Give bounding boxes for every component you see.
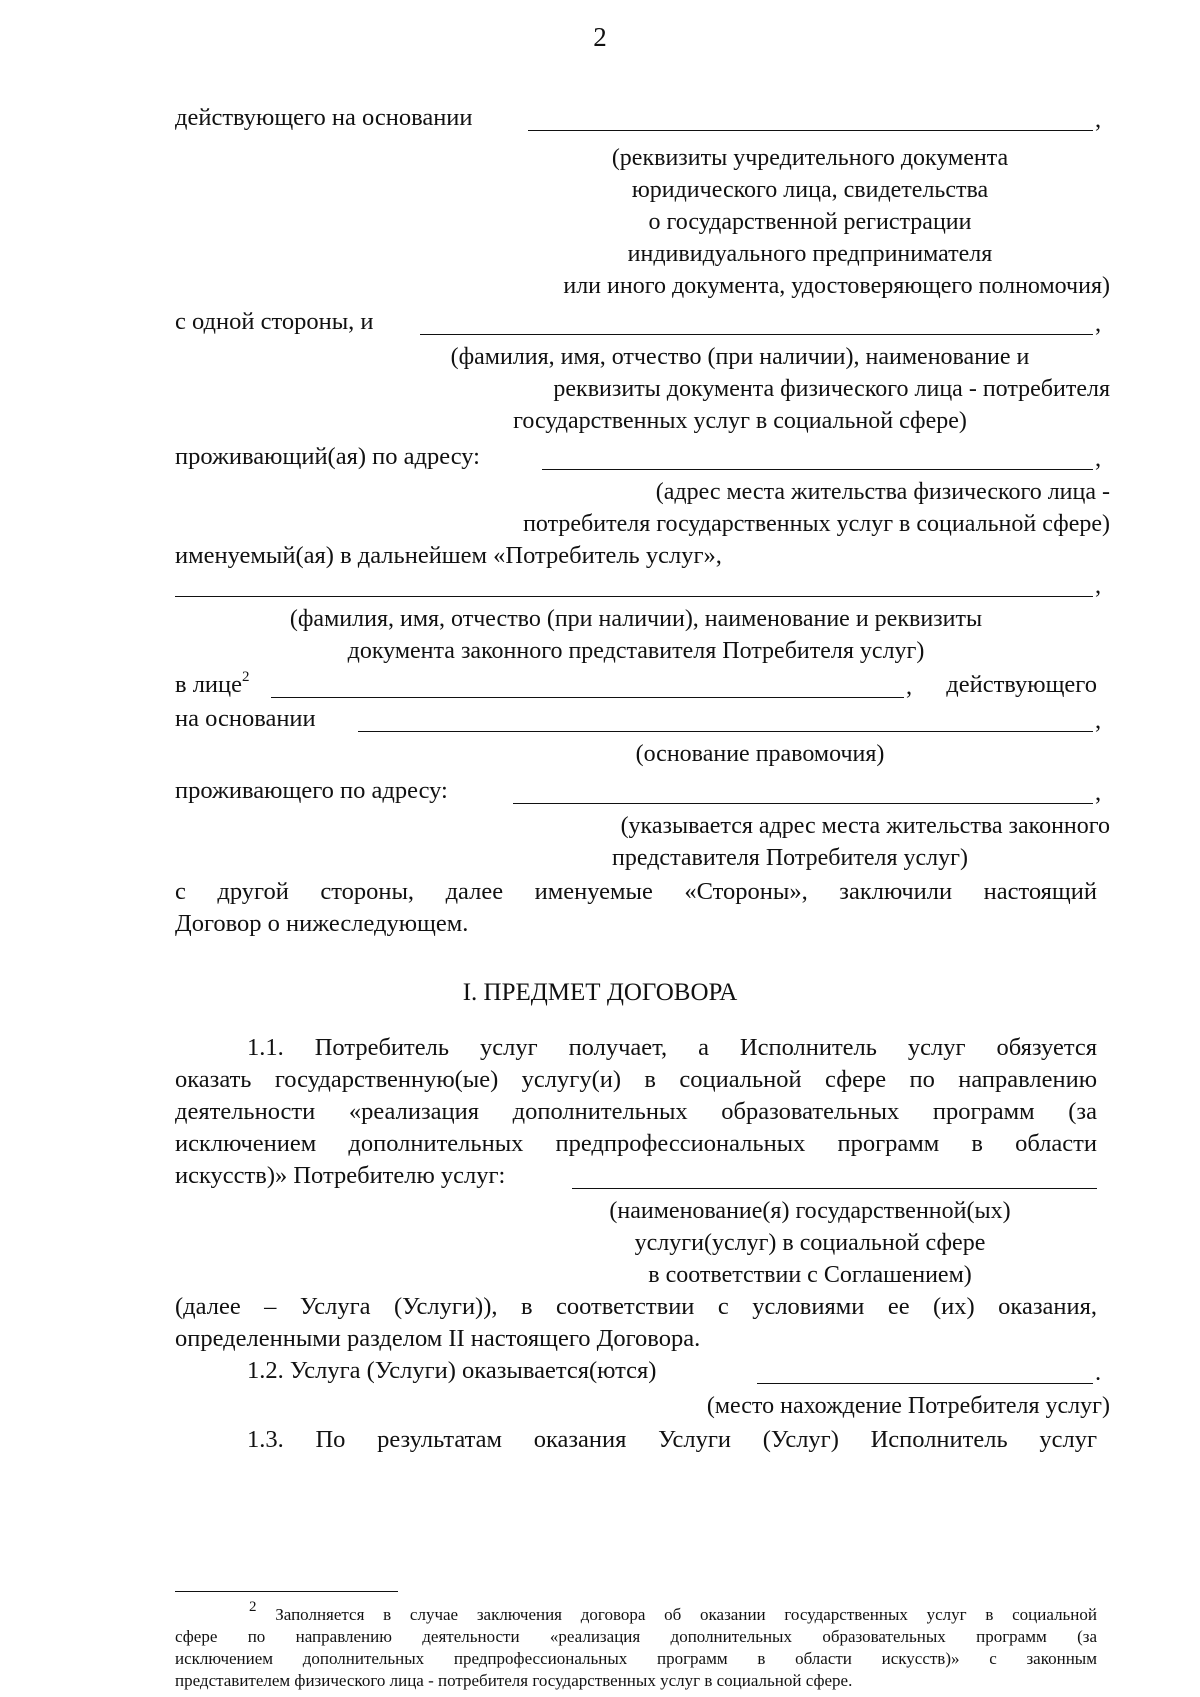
representative-address-blank[interactable] — [513, 803, 1093, 804]
caption-line: (место нахождение Потребителя услуг) — [706, 1393, 1110, 1419]
caption-line: (реквизиты учредительного документа — [611, 145, 1009, 171]
clause-line: 1.2. Услуга (Услуги) оказывается(ются) — [247, 1357, 657, 1384]
caption-line: (фамилия, имя, отчество (при наличии), наименование и реквизиты — [289, 606, 983, 632]
section-title: I. ПРЕДМЕТ ДОГОВОРА — [462, 979, 738, 1006]
representative-person-blank[interactable] — [271, 697, 904, 698]
clause-line: определенными разделом II настоящего Договора. — [175, 1325, 701, 1352]
comma: , — [1095, 106, 1102, 133]
representative-name-blank[interactable] — [175, 596, 1093, 597]
footnote-line: $^2$ Заполняется в случае заключения договора об оказании государственных услуг в социальной — [249, 1599, 1097, 1624]
caption-line: (наименование(я) государственной(ых) — [609, 1198, 1011, 1224]
footnote-mark: 2 — [249, 1599, 257, 1616]
comma: , — [1095, 310, 1102, 337]
caption-line: реквизиты документа физического лица - потребителя — [553, 376, 1110, 402]
clause-line: деятельности «реализация дополнительных образовательных программ (за — [175, 1098, 1097, 1125]
comma: , — [1095, 779, 1102, 806]
caption-line: (указывается адрес места жительства законного — [620, 813, 1110, 839]
caption-line: или иного документа, удостоверяющего полномочия) — [563, 273, 1110, 299]
other-side-line: с другой стороны, далее именуемые «Стороны», заключили настоящий — [175, 878, 1097, 905]
footnote-ref[interactable]: 2 — [242, 668, 250, 685]
acting-on-basis-label: действующего на основании — [175, 104, 473, 131]
caption-line: в соответствии с Соглашением) — [648, 1262, 972, 1288]
residing-rep-label: проживающего по адресу: — [175, 777, 448, 804]
caption-line: (фамилия, имя, отчество (при наличии), наименование и — [450, 344, 1030, 370]
one-side-label: с одной стороны, и — [175, 308, 374, 335]
clause-line: 1.1. Потребитель услуг получает, а Исполнитель услуг обязуется — [247, 1034, 1097, 1061]
acting-label: действующего — [946, 671, 1097, 698]
caption-line: (основание правомочия) — [635, 741, 885, 767]
footnote-separator — [175, 1591, 398, 1592]
residing-label: проживающий(ая) по адресу: — [175, 443, 480, 470]
comma: , — [1095, 572, 1102, 599]
period: . — [1095, 1359, 1102, 1386]
consumer-name-blank[interactable] — [420, 334, 1093, 335]
caption-line: государственных услуг в социальной сфере) — [513, 408, 967, 434]
clause-line: оказать государственную(ые) услугу(и) в социальной сфере по направлению — [175, 1066, 1097, 1093]
caption-line: индивидуального предпринимателя — [627, 241, 993, 267]
page-number: 2 — [593, 22, 607, 52]
comma: , — [1095, 445, 1102, 472]
comma: , — [1095, 707, 1102, 734]
footnote-line: исключением дополнительных предпрофессиональных программ в области искусств)» с законным — [175, 1649, 1097, 1668]
founding-document-blank[interactable] — [528, 130, 1093, 131]
caption-line: документа законного представителя Потребителя услуг) — [347, 638, 925, 664]
authority-basis-blank[interactable] — [358, 731, 1093, 732]
on-basis-label: на основании — [175, 705, 316, 732]
in-person-label: в лице$^2$ — [175, 668, 250, 698]
service-name-blank[interactable] — [572, 1188, 1097, 1189]
clause-line: искусств)» Потребителю услуг: — [175, 1162, 506, 1189]
caption-line: представителя Потребителя услуг) — [612, 845, 968, 871]
caption-line: потребителя государственных услуг в социальной сфере) — [523, 511, 1110, 537]
service-location-blank[interactable] — [757, 1383, 1093, 1384]
footnote-line: сфере по направлению деятельности «реализация дополнительных образовательных программ (за — [175, 1627, 1097, 1646]
caption-line: услуги(услуг) в социальной сфере — [634, 1230, 986, 1256]
caption-line: (адрес места жительства физического лица - — [655, 479, 1110, 505]
other-side-line: Договор о нижеследующем. — [175, 910, 469, 937]
caption-line: юридического лица, свидетельства — [631, 177, 989, 203]
clause-line: исключением дополнительных предпрофессиональных программ в области — [175, 1130, 1097, 1157]
clause-line: 1.3. По результатам оказания Услуги (Услуг) Исполнитель услуг — [247, 1426, 1097, 1453]
footnote-line: представителем физического лица - потребителя государственных услуг в социальной сфере. — [175, 1671, 853, 1690]
caption-line: о государственной регистрации — [648, 209, 972, 235]
comma: , — [906, 673, 913, 700]
consumer-address-blank[interactable] — [542, 469, 1093, 470]
clause-line: (далее – Услуга (Услуги)), в соответствии с условиями ее (их) оказания, — [175, 1293, 1097, 1320]
hereinafter-line: именуемый(ая) в дальнейшем «Потребитель услуг», — [175, 542, 722, 569]
